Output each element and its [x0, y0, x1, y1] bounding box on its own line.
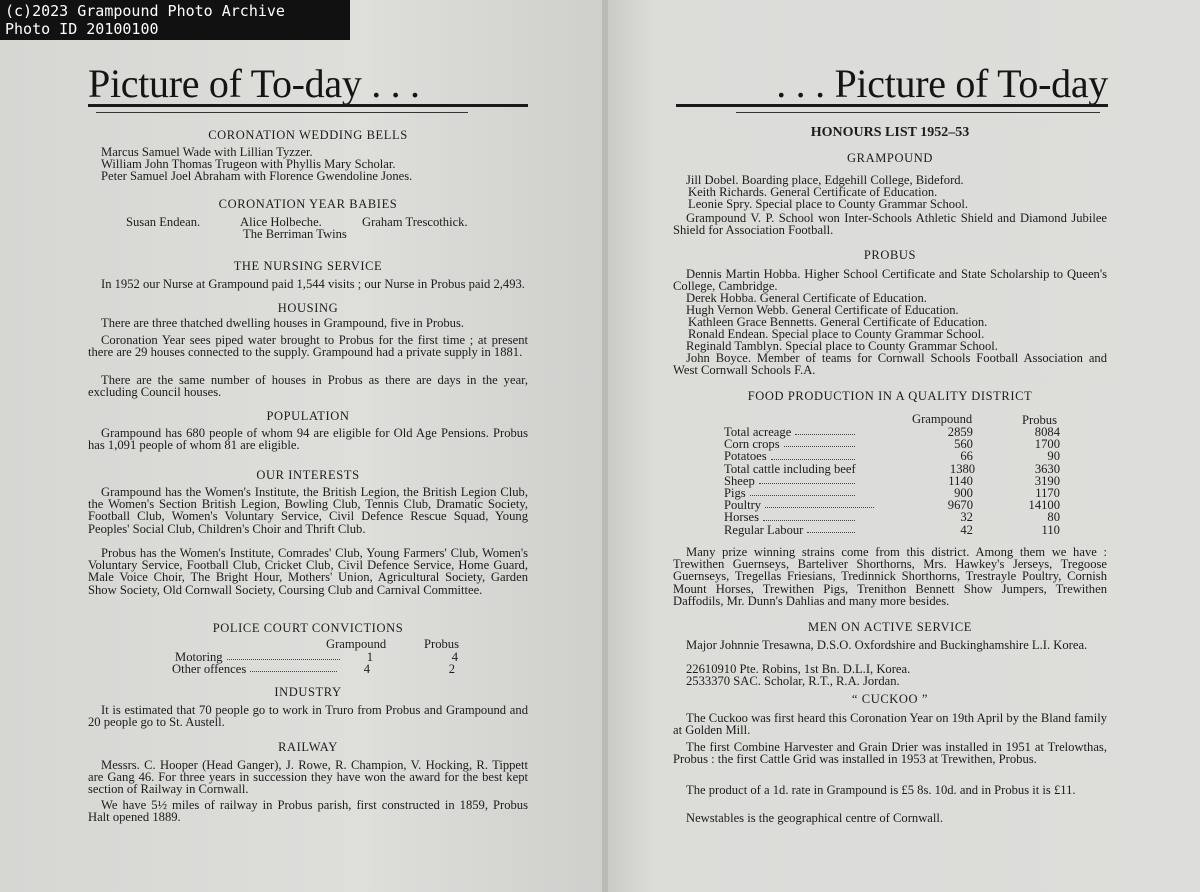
title-rule — [676, 104, 1108, 107]
table-row — [724, 475, 1060, 487]
probus-value: 1170 — [1035, 486, 1060, 501]
section-heading: MEN ON ACTIVE SERVICE — [807, 620, 973, 634]
section-heading: POPULATION — [266, 409, 350, 423]
dot-leader — [750, 495, 855, 496]
table-row — [724, 499, 1060, 511]
column-header: Grampound — [912, 412, 973, 426]
row-label-cell — [724, 524, 858, 536]
convictions-table — [172, 651, 462, 675]
row-label: Total cattle including beef — [724, 461, 856, 476]
paragraph: The first Combine Harvester and Grain Drier was installed in 1951 at Trelowthas, Probus : the first Cattle Grid was installed in 1953 at Trewithen, Probus. — [673, 740, 1107, 767]
paragraph: The Cuckoo was first heard this Coronation Year on 19th April by the Bland family at Golden Mill. — [673, 711, 1107, 738]
section-heading: “ CUCKOO ” — [851, 692, 929, 706]
baby-name: Alice Holbeche. — [240, 215, 322, 229]
table-row — [724, 524, 1060, 536]
paragraph: Grampound V. P. School won Inter-Schools Athletic Shield and Diamond Jubilee Shield for Association Football. — [673, 211, 1107, 238]
section-heading: FOOD PRODUCTION IN A QUALITY DISTRICT — [747, 389, 1033, 403]
row-label-cell — [724, 511, 858, 523]
row-label: Pigs — [724, 486, 746, 501]
watermark — [0, 0, 350, 40]
section-heading: THE NURSING SERVICE — [233, 259, 383, 273]
wedding-line: Peter Samuel Joel Abraham with Florence Gwendoline Jones. — [101, 169, 413, 183]
section-heading: OUR INTERESTS — [256, 468, 360, 482]
row-label: Poultry — [724, 498, 762, 513]
table-row — [724, 511, 1060, 523]
row-label: Potatoes — [724, 449, 767, 464]
probus-value: 1700 — [1034, 437, 1060, 452]
paragraph: Newstables is the geographical centre of Cornwall. — [686, 811, 944, 825]
honour-line: Ronald Endean. Special place to County Grammar School. — [688, 327, 985, 341]
honour-line: Leonie Spry. Special place to County Grammar School. — [688, 197, 969, 211]
dot-leader — [795, 434, 854, 435]
probus-value: 80 — [1047, 510, 1060, 525]
honour-line: John Boyce. Member of teams for Cornwall Schools Football Association and West Cornwall Schools F.A. — [673, 351, 1107, 378]
honour-line: Dennis Martin Hobba. Higher School Certificate and State Scholarship to Queen's College, Cambridge. — [673, 267, 1107, 294]
left-page-title: Picture of To-day . . . — [88, 61, 420, 106]
grampound-value: 1 — [366, 650, 373, 664]
row-label: Total acreage — [724, 425, 792, 439]
row-label: Corn crops — [724, 437, 780, 452]
baby-name: Susan Endean. — [126, 215, 201, 229]
service-line: Major Johnnie Tresawna, D.S.O. Oxfordshire and Buckinghamshire L.I. Korea. — [686, 638, 1088, 652]
paragraph: We have 5½ miles of railway in Probus parish, first constructed in 1859, Probus Halt opened 1889. — [88, 798, 528, 825]
grampound-value: 42 — [960, 522, 973, 537]
grampound-value: 900 — [954, 486, 973, 501]
section-heading: PROBUS — [863, 248, 917, 262]
paragraph: It is estimated that 70 people go to work in Truro from Probus and Grampound and 20 people go to St. Austell. — [88, 703, 528, 730]
probus-value: 14100 — [1028, 498, 1060, 513]
row-label: Regular Labour — [724, 522, 804, 537]
honour-line: Reginald Tamblyn. Special place to County Grammar School. — [686, 339, 998, 353]
column-header: Probus — [1022, 413, 1057, 427]
paragraph: Grampound has the Women's Institute, the British Legion, the British Legion Club, the Women's Section British Legion, Bowling Club, Tennis Club, Dramatic Society, Football Club, Women's Voluntary Service, Civil Defence Rescue Squad, Young Peoples' Social Club, Children's Choir and Thrift Club. — [88, 485, 528, 536]
paragraph: Messrs. C. Hooper (Head Ganger), J. Rowe, R. Champion, V. Hocking, R. Tippett are Gang 46. For three years in succession they have won the award for the best kept section of Railway in Cornwall. — [88, 758, 528, 797]
probus-value: 3630 — [1034, 461, 1060, 476]
section-heading: HONOURS LIST 1952–53 — [810, 125, 970, 140]
title-rule — [88, 104, 528, 107]
row-label-cell — [724, 463, 863, 475]
probus-value: 8084 — [1034, 425, 1060, 439]
probus-value: 4 — [451, 650, 458, 664]
grampound-value: 66 — [960, 449, 973, 464]
watermark-photo-id: Photo ID 20100100 — [5, 20, 159, 38]
baby-name: Graham Trescothick. — [362, 215, 468, 229]
paragraph: There are the same number of houses in Probus as there are days in the year, excluding Council houses. — [88, 373, 528, 400]
paragraph: Many prize winning strains come from this district. Among them we have : Trewithen Guernseys, Barteliver Shorthorns, Mrs. Hawkey's Jerseys, Tregoose Guernseys, Tregellas Friesians, Tredinnick Shorthorns, Trestrayle Poultry, Cornish Mount Horses, Trewithen Pigs, Trenithon Bennett Show Jumpers, Trewithen Daffodils, Mr. Dunn's Dahlias and many more besides. — [673, 545, 1107, 608]
table-row — [724, 450, 1060, 462]
section-heading: HOUSING — [277, 301, 339, 315]
dot-leader — [765, 507, 874, 508]
row-label: Horses — [724, 510, 759, 525]
paragraph: Grampound has 680 people of whom 94 are eligible for Old Age Pensions. Probus has 1,091 people of whom 81 are eligible. — [88, 426, 528, 453]
table-row — [724, 463, 1060, 475]
watermark-copyright: (c)2023 Grampound Photo Archive — [5, 2, 285, 20]
paragraph: In 1952 our Nurse at Grampound paid 1,544 visits ; our Nurse in Probus paid 2,493. — [101, 277, 525, 291]
table-row — [724, 438, 1060, 450]
row-label-cell — [724, 450, 858, 462]
paragraph: Coronation Year sees piped water brought to Probus for the first time ; at present there are 29 houses connected to the supply. Grampound had a private supply in 1881. — [88, 333, 528, 360]
probus-value: 90 — [1047, 449, 1060, 464]
section-heading: RAILWAY — [278, 740, 338, 754]
section-heading: GRAMPOUND — [847, 151, 933, 165]
food-production-table — [724, 426, 1060, 536]
service-line: 22610910 Pte. Robins, 1st Bn. D.L.I, Korea. — [686, 662, 911, 676]
section-heading: CORONATION YEAR BABIES — [218, 197, 398, 211]
row-label: Motoring — [175, 650, 223, 664]
title-rule — [96, 112, 468, 113]
dot-leader — [784, 446, 855, 447]
probus-value: 2 — [448, 662, 455, 677]
service-line: 2533370 SAC. Scholar, R.T., R.A. Jordan. — [686, 674, 900, 688]
honour-line: Kathleen Grace Bennetts. General Certificate of Education. — [688, 315, 988, 329]
honour-line: Hugh Vernon Webb. General Certificate of Education. — [686, 303, 959, 317]
honour-line: Jill Dobel. Boarding place, Edgehill College, Bideford. — [686, 173, 964, 187]
section-heading: POLICE COURT CONVICTIONS — [212, 621, 404, 635]
honour-line: Keith Richards. General Certificate of Education. — [688, 185, 938, 199]
table-row — [172, 663, 462, 675]
section-heading: INDUSTRY — [274, 685, 342, 699]
dot-leader — [759, 483, 855, 484]
grampound-value: 2859 — [947, 425, 973, 439]
grampound-value: 32 — [960, 510, 973, 525]
baby-name: The Berriman Twins — [243, 227, 347, 241]
grampound-value: 1380 — [949, 461, 976, 476]
page-gutter — [602, 0, 608, 892]
title-rule — [736, 112, 1100, 113]
row-label: Sheep — [724, 473, 755, 488]
table-row — [724, 487, 1060, 499]
grampound-value: 9670 — [947, 498, 973, 513]
paragraph: The product of a 1d. rate in Grampound is £5 8s. 10d. and in Probus it is £11. — [686, 783, 1076, 797]
right-page-title: . . . Picture of To-day — [776, 61, 1108, 106]
honour-line: Derek Hobba. General Certificate of Education. — [686, 291, 927, 305]
paragraph: Probus has the Women's Institute, Comrades' Club, Young Farmers' Club, Women's Voluntary Service, Football Club, Cricket Club, Civil Defence Service, Home Guard, Male Voice Choir, The Bright Hour, Mothers' Union, Agricultural Society, Garden Show Society, Old Cornwall Society, Coursing Club and Carnival Committee. — [88, 546, 528, 597]
grampound-value: 560 — [954, 437, 973, 452]
probus-value: 110 — [1041, 522, 1060, 537]
row-label: Other offences — [172, 662, 247, 677]
grampound-value: 1140 — [948, 473, 973, 488]
wedding-line: Marcus Samuel Wade with Lillian Tyzzer. — [101, 145, 313, 159]
column-header: Grampound — [326, 637, 387, 651]
paragraph: There are three thatched dwelling houses in Grampound, five in Probus. — [101, 316, 465, 330]
dot-leader — [763, 520, 855, 521]
wedding-line: William John Thomas Trugeon with Phyllis Mary Scholar. — [101, 157, 396, 171]
grampound-value: 4 — [363, 662, 370, 677]
column-header: Probus — [424, 637, 459, 651]
section-heading: CORONATION WEDDING BELLS — [208, 128, 408, 142]
dot-leader — [771, 459, 855, 460]
dot-leader — [807, 532, 854, 533]
probus-value: 3190 — [1034, 473, 1060, 488]
